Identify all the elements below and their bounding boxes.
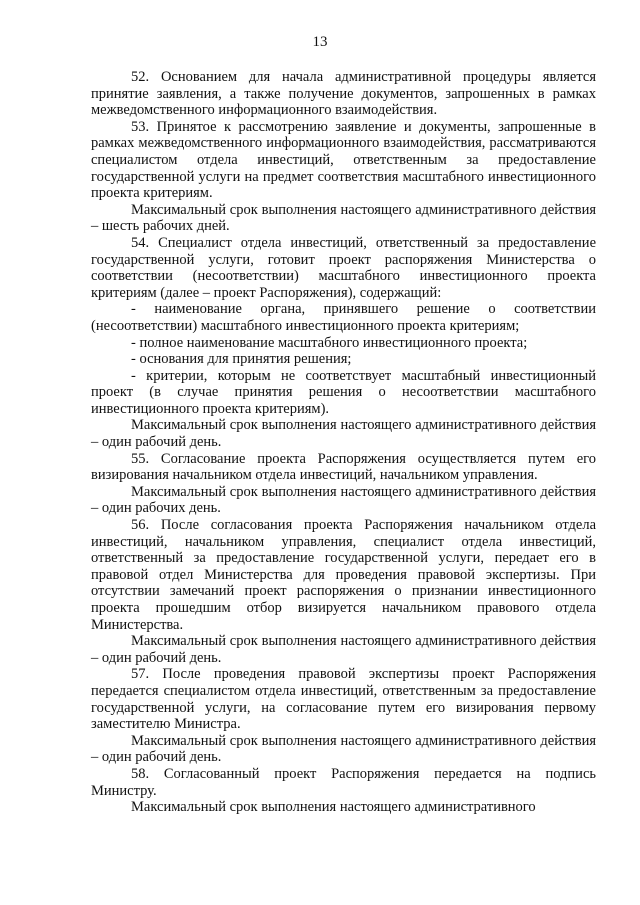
paragraph-56: 56. После согласования проекта Распоряжения начальником отдела инвестиций, начальником управления, специалист отдела инвестиций, ответственный за предоставление государственной услуги, передает его в правовой отдел Министерства для проведения правовой экспертизы. При отсутствии замечаний проект распоряжения о признании инвестиционного проекта прошедшим отбор визируется начальником правового отдела Министерства. — [91, 517, 596, 633]
paragraph-52: 52. Основанием для начала административной процедуры является принятие заявления, а также получение документов, запрошенных в рамках межведомственного информационного взаимодействия. — [91, 69, 596, 119]
deadline-paragraph: Максимальный срок выполнения настоящего административного действия – шесть рабочих дней. — [91, 201, 596, 235]
deadline-paragraph: Максимальный срок выполнения настоящего административного действия – один рабочий день. — [91, 417, 596, 451]
paragraph-54: 54. Специалист отдела инвестиций, ответственный за предоставление государственной услуги, готовит проект распоряжения Министерства о соответствии (несоответствии) масштабного инвестиционного проекта критериям (далее – проект Распоряжения), содержащий: — [91, 234, 596, 301]
paragraph-58: 58. Согласованный проект Распоряжения передается на подпись Министру. — [91, 765, 596, 799]
deadline-paragraph: Максимальный срок выполнения настоящего административного действия – один рабочий день. — [91, 732, 596, 766]
list-item: - полное наименование масштабного инвестиционного проекта; — [131, 334, 528, 351]
page-number: 13 — [312, 34, 328, 50]
deadline-paragraph: Максимальный срок выполнения настоящего административного — [131, 799, 536, 816]
paragraph-57: 57. После проведения правовой экспертизы проект Распоряжения передается специалистом отдела инвестиций, ответственным за предоставление государственной услуги, на согласование путем его визирования первому заместителю Министра. — [91, 666, 596, 733]
list-item: - критерии, которым не соответствует масштабный инвестиционный проект (в случае принятия решения о несоответствии масштабного инвестиционного проекта критериям). — [91, 367, 596, 417]
deadline-paragraph: Максимальный срок выполнения настоящего административного действия – один рабочий день. — [91, 633, 596, 666]
list-item: - основания для принятия решения; — [131, 351, 352, 368]
paragraph-55: 55. Согласование проекта Распоряжения осуществляется путем его визирования начальником отдела инвестиций, начальником управления. — [91, 450, 596, 484]
document-body — [91, 69, 596, 816]
paragraph-53: 53. Принятое к рассмотрению заявление и документы, запрошенные в рамках межведомственного информационного взаимодействия, рассматриваются специалистом отдела инвестиций, ответственным за предоставление государственной услуги на предмет соответствия масштабного инвестиционного проекта критериям. — [91, 118, 596, 202]
deadline-paragraph: Максимальный срок выполнения настоящего административного действия – один рабочих день. — [91, 483, 596, 517]
list-item: - наименование органа, принявшего решение о соответствии (несоответствии) масштабного инвестиционного проекта критериям; — [91, 301, 596, 334]
